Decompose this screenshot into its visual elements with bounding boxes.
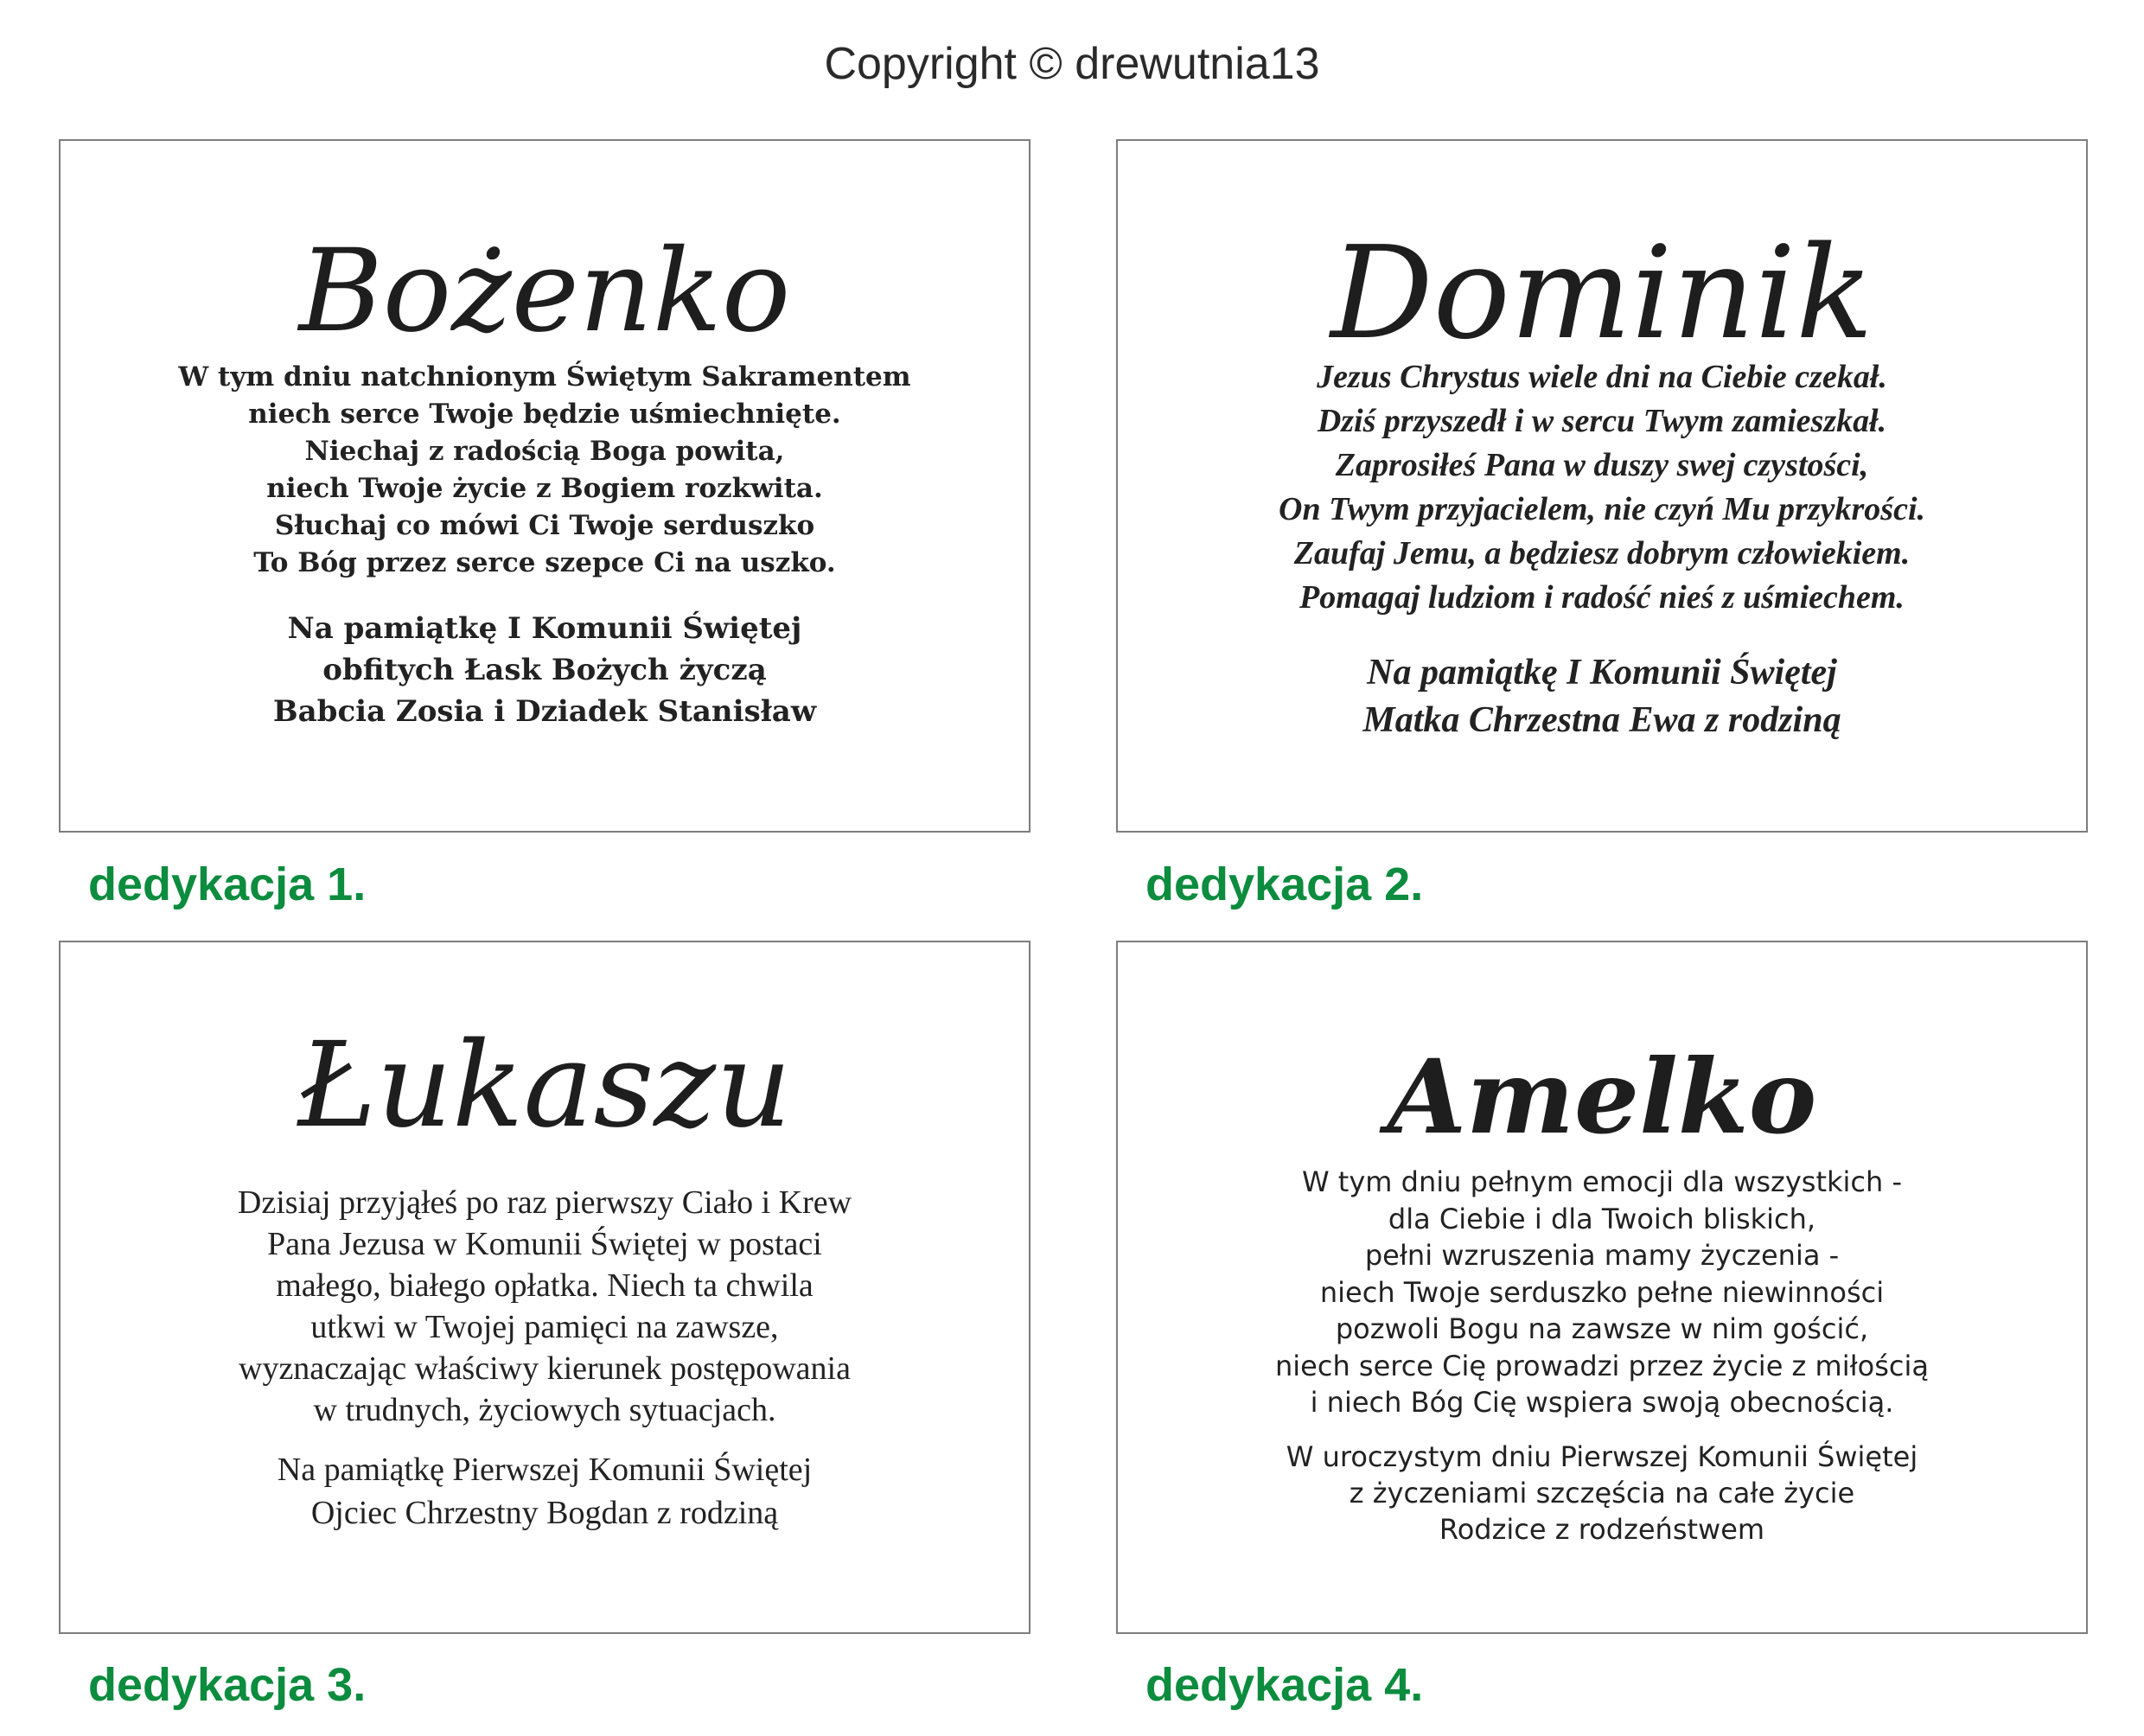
card-name: Łukaszu xyxy=(297,1018,792,1154)
dedication-line: Babcia Zosia i Dziadek Stanisław xyxy=(272,694,817,729)
card-verse xyxy=(1118,355,2086,620)
copyright-notice: Copyright © drewutnia13 xyxy=(824,39,1320,89)
card-dedication xyxy=(1118,1439,2086,1548)
dedication-card-2 xyxy=(1116,139,2088,833)
verse-line: Dzisiaj przyjąłeś po raz pierwszy Ciało i Krew xyxy=(237,1184,852,1221)
caption-dedication-2: dedykacja 2. xyxy=(1145,858,1424,910)
verse-line: Jezus Chrystus wiele dni na Ciebie czekał. xyxy=(1317,359,1887,395)
verse-line: To Bóg przez serce szepce Ci na uszko. xyxy=(253,547,836,578)
caption-dedication-1: dedykacja 1. xyxy=(88,858,367,910)
verse-line: Zaprosiłeś Pana w duszy swej czystości, xyxy=(1335,447,1869,483)
verse-line: w trudnych, życiowych sytuacjach. xyxy=(313,1392,776,1428)
card-dedication xyxy=(61,1448,1029,1535)
verse-line: niech Twoje serduszko pełne niewinności xyxy=(1319,1275,1885,1309)
card-name: Dominik xyxy=(1330,219,1873,367)
dedication-card-1 xyxy=(59,139,1031,833)
verse-line: niech serce Cię prowadzi przez życie z miłością xyxy=(1274,1349,1930,1382)
dedication-line: Rodzice z rodzeństwem xyxy=(1439,1513,1765,1546)
dedication-line: Ojciec Chrzestny Bogdan z rodziną xyxy=(310,1495,779,1531)
card-name: Bożenko xyxy=(298,225,791,358)
dedication-line: W uroczystym dniu Pierwszej Komunii Świętej xyxy=(1286,1440,1918,1473)
verse-line: wyznaczając właściwy kierunek postępowania xyxy=(239,1350,851,1387)
verse-line: Niechaj z radością Boga powita, xyxy=(304,436,785,467)
card-dedication xyxy=(1118,649,2086,744)
dedication-card-3 xyxy=(59,941,1031,1634)
dedication-line: Na pamiątkę Pierwszej Komunii Świętej xyxy=(277,1452,813,1488)
card-verse xyxy=(61,1182,1029,1431)
dedication-card-4 xyxy=(1116,941,2088,1634)
verse-line: pełni wzruszenia mamy życzenia - xyxy=(1364,1239,1840,1272)
verse-line: dla Ciebie i dla Twoich bliskich, xyxy=(1388,1202,1816,1235)
verse-line: Pana Jezusa w Komunii Świętej w postaci xyxy=(267,1226,822,1262)
caption-dedication-4: dedykacja 4. xyxy=(1145,1659,1424,1711)
verse-line: i niech Bóg Cię wspiera swoją obecnością. xyxy=(1310,1386,1894,1419)
card-verse xyxy=(61,359,1029,582)
verse-line: Dziś przyszedł i w sercu Twym zamieszkał. xyxy=(1317,403,1887,439)
dedication-line: z życzeniami szczęścia na całe życie xyxy=(1349,1477,1855,1509)
verse-line: niech Twoje życie z Bogiem rozkwita. xyxy=(266,473,823,504)
verse-line: pozwoli Bogu na zawsze w nim gościć, xyxy=(1335,1312,1869,1345)
dedication-line: Na pamiątkę I Komunii Świętej xyxy=(1367,653,1837,692)
verse-line: Zaufaj Jemu, a będziesz dobrym człowiekiem. xyxy=(1293,535,1911,571)
verse-line: utkwi w Twojej pamięci na zawsze, xyxy=(310,1309,779,1345)
verse-line: On Twym przyjacielem, nie czyń Mu przykrości. xyxy=(1279,491,1925,527)
verse-line: W tym dniu pełnym emocji dla wszystkich - xyxy=(1301,1165,1902,1198)
dedication-line: Na pamiątkę I Komunii Świętej xyxy=(287,611,802,646)
verse-line: niech serce Twoje będzie uśmiechnięte. xyxy=(248,399,841,430)
dedication-line: Matka Chrzestna Ewa z rodziną xyxy=(1362,700,1841,740)
card-name: Amelko xyxy=(1387,1037,1817,1157)
verse-line: Pomagaj ludziom i radość nieś z uśmiechem. xyxy=(1299,579,1905,616)
verse-line: W tym dniu natchnionym Świętym Sakramentem xyxy=(178,361,911,393)
verse-line: Słuchaj co mówi Ci Twoje serduszko xyxy=(274,510,815,541)
card-dedication xyxy=(61,608,1029,732)
dedication-line: obfitych Łask Bożych życzą xyxy=(322,653,767,687)
verse-line: małego, białego opłatka. Niech ta chwila xyxy=(276,1267,814,1304)
caption-dedication-3: dedykacja 3. xyxy=(88,1659,367,1711)
card-verse xyxy=(1118,1164,2086,1421)
